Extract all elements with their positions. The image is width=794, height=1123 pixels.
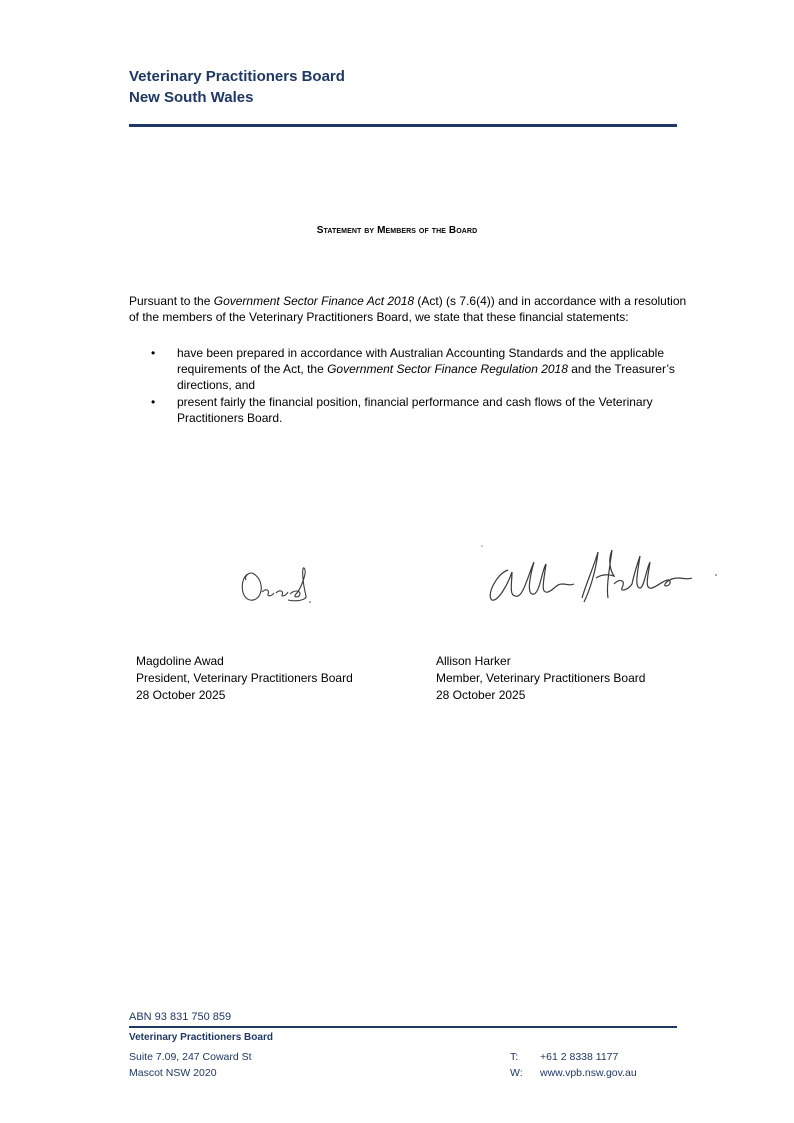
signatory-name: Allison Harker [436, 654, 511, 668]
signatory-role: Member, Veterinary Practitioners Board [436, 671, 646, 685]
signatory-date: 28 October 2025 [436, 688, 526, 702]
list-item-text: have been prepared in accordance with Australian Accounting Standards and the applicable requirements of the Act, the [177, 346, 665, 376]
act-name: Government Sector Finance Act 2018 [213, 294, 415, 308]
website-link[interactable]: www.vpb.nsw.gov.au [540, 1067, 637, 1079]
list-item [129, 345, 699, 393]
signatory-date: 28 October 2025 [136, 688, 226, 702]
intro-paragraph [129, 293, 699, 325]
web-row [510, 1065, 637, 1081]
signature-awad [236, 560, 326, 610]
phone-label: T: [510, 1051, 519, 1063]
intro-text-end: (Act) (s 7.6(4)) and in accordance with a resolution of the members of the Veterinary Practitioners Board, we state that these financial statements: [129, 294, 687, 324]
signatory-name: Magdoline Awad [136, 654, 224, 668]
statement-title: Statement by Members of the Board [316, 225, 478, 236]
web-label: W: [510, 1067, 523, 1079]
footer-contact [510, 1049, 637, 1081]
bullet-marker: • [151, 395, 156, 409]
signature-harker [478, 540, 728, 610]
org-name-line-2: New South Wales [129, 89, 254, 106]
regulation-name: Government Sector Finance Regulation 2018 [327, 362, 568, 376]
bullet-marker: • [151, 346, 156, 360]
footer-org-name: Veterinary Practitioners Board [129, 1032, 273, 1043]
footer-rule [129, 1026, 677, 1028]
phone-number: +61 2 8338 1177 [540, 1051, 619, 1063]
footer-address [129, 1049, 252, 1081]
list-item-text: present fairly the financial position, financial performance and cash flows of the Veterinary Practitioners Board. [177, 395, 653, 425]
address-line-1: Suite 7.09, 247 Coward St [129, 1051, 252, 1063]
org-name-line-1: Veterinary Practitioners Board [129, 68, 345, 85]
signatory-block-president [136, 653, 353, 704]
signatory-block-member [436, 653, 645, 704]
list-item-text-end: and the Treasurer’s directions, and [177, 362, 675, 392]
statement-list [129, 345, 699, 427]
footer-abn: ABN 93 831 750 859 [129, 1011, 232, 1023]
signatory-role: President, Veterinary Practitioners Board [136, 671, 353, 685]
organisation-name [129, 66, 345, 108]
phone-row [510, 1049, 637, 1065]
list-item [129, 394, 699, 426]
address-line-2: Mascot NSW 2020 [129, 1067, 217, 1079]
intro-text-start: Pursuant to the [129, 294, 214, 308]
header-rule [129, 124, 677, 127]
